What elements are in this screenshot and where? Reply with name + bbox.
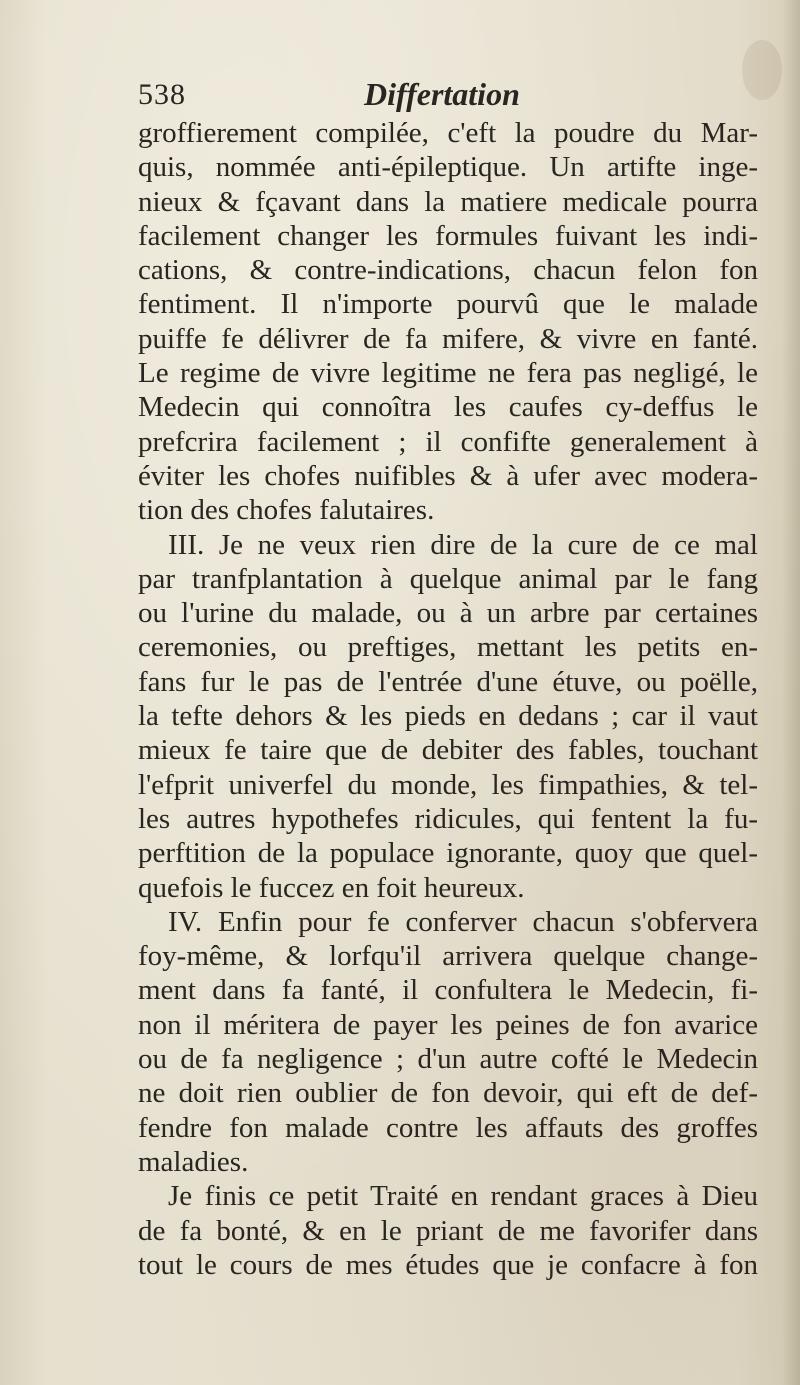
text-line: ou de fa negligence ; d'un autre cofté le Medecin <box>138 1043 758 1076</box>
text-line: groffierement compilée, c'eft la poudre du Mar- <box>138 117 758 149</box>
section-heading-line: IV. Enfin pour fe conferver chacun s'obfervera <box>168 905 758 938</box>
text-line: l'efprit univerfel du monde, les fimpathies, & tel- <box>138 768 758 801</box>
text-line: prefcrira facilement ; il confifte generalement à <box>138 425 758 458</box>
text-line: ceremonies, ou preftiges, mettant les petits en- <box>138 631 758 664</box>
text-line: tion des chofes falutaires. <box>138 494 435 527</box>
text-line: quis, nommée anti-épileptique. Un artifte inge- <box>138 151 758 184</box>
page-edge-shadow <box>782 0 800 1385</box>
text-line: puiffe fe délivrer de fa mifere, & vivre en fanté. <box>138 322 758 355</box>
text-line: fentiment. Il n'importe pourvû que le malade <box>138 288 758 321</box>
text-line: non il méritera de payer les peines de fon avarice <box>138 1008 758 1041</box>
text-line: facilement changer les formules fuivant les indi- <box>138 219 758 252</box>
text-line: ment dans fa fanté, il confultera le Medecin, fi- <box>138 974 758 1007</box>
text-line: cations, & contre-indications, chacun felon fon <box>138 254 758 287</box>
text-line: la tefte dehors & les pieds en dedans ; car il vaut <box>138 700 758 733</box>
text-line: tout le cours de mes études que je confacre à fon <box>138 1248 758 1281</box>
text-line: Medecin qui connoîtra les caufes cy-deffus le <box>138 391 758 424</box>
text-line: éviter les chofes nuifibles & à ufer avec modera- <box>138 459 758 492</box>
text-line: quefois le fuccez en foit heureux. <box>138 871 525 904</box>
text-line: fans fur le pas de l'entrée d'une étuve, ou poëlle, <box>138 665 758 698</box>
text-line: ne doit rien oublier de fon devoir, qui eft de def- <box>138 1077 758 1110</box>
text-line: nieux & fçavant dans la matiere medicale pourra <box>138 185 758 218</box>
text-block <box>138 70 768 1282</box>
text-line: les autres hypothefes ridicules, qui fentent la fu- <box>138 802 758 835</box>
text-line: perftition de la populace ignorante, quoy que quel- <box>138 837 758 870</box>
text-line: par tranfplantation à quelque animal par le fang <box>138 562 758 595</box>
page-number: 538 <box>138 78 186 111</box>
text-line: Je finis ce petit Traité en rendant graces à Dieu <box>168 1180 758 1213</box>
section-heading-line: III. Je ne veux rien dire de la cure de ce mal <box>168 528 758 561</box>
text-line: Le regime de vivre legitime ne fera pas negligé, le <box>138 357 758 390</box>
running-title: Differtation <box>364 76 520 112</box>
text-line: fendre fon malade contre les affauts des groffes <box>138 1111 758 1144</box>
text-line: maladies. <box>138 1145 249 1178</box>
text-line: ou l'urine du malade, ou à un arbre par certaines <box>138 597 758 630</box>
running-head <box>138 70 768 116</box>
text-line: mieux fe taire que de debiter des fables, touchant <box>138 734 758 767</box>
text-line: de fa bonté, & en le priant de me favorifer dans <box>138 1214 758 1247</box>
text-line: foy-même, & lorfqu'il arrivera quelque change- <box>138 940 758 973</box>
